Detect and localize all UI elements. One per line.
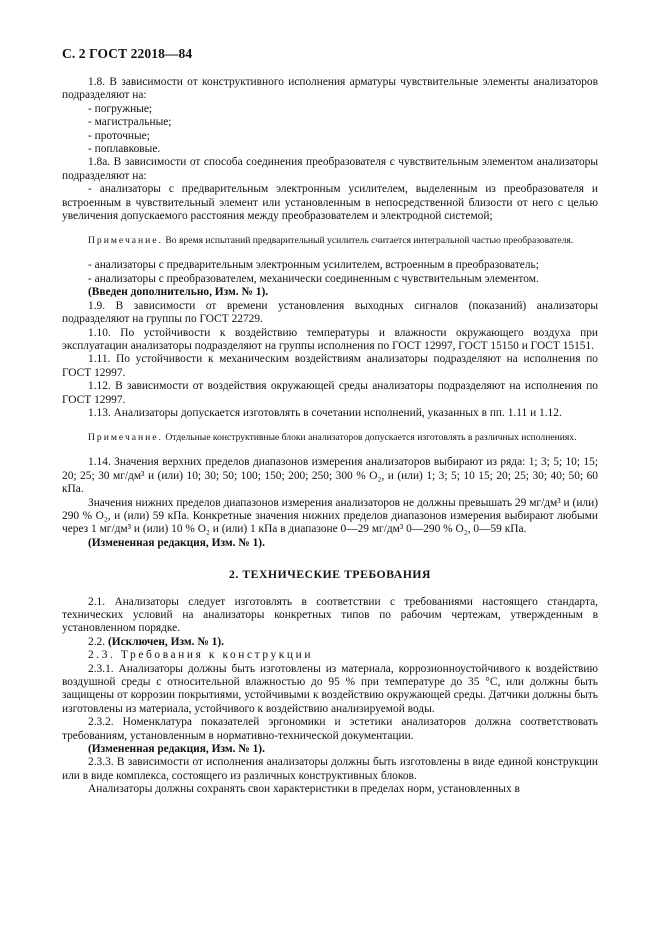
section-title: 2. ТЕХНИЧЕСКИЕ ТРЕБОВАНИЯ — [228, 568, 432, 582]
amendment-note: (Введен дополнительно, Изм. № 1). — [88, 286, 269, 299]
amendment-note: (Измененная редакция, Изм. № 1). — [88, 743, 265, 756]
amendment-note: (Исключен, Изм. № 1). — [107, 635, 224, 648]
clause-1-11: 1.11. По устойчивости к механическим воздействиям анализаторы подразделяют на исполнения по ГОСТ 12997. — [62, 353, 598, 379]
list-item: - анализаторы с предварительным электронным усилителем, встроенным в преобразователь; — [88, 259, 539, 272]
clause-2-3-1: 2.3.1. Анализаторы должны быть изготовлены из материала, коррозионноустойчивого к воздействию воздушной среды с относительной влажностью до 95 % при температуре до 35 °С, или должны быть защищены от коррозии покрытиями, устойчивыми к воздействию окружающей среды. Датчики должны быть изготовлены из материала, устойчивого к воздействию анализируемой воды. — [62, 662, 598, 715]
amendment-note: (Измененная редакция, Изм. № 1). — [88, 536, 265, 549]
clause-1-13: 1.13. Анализаторы допускается изготовлять в сочетании исполнений, указанных в пп. 1.11 и 1.12. — [88, 406, 562, 419]
clause-2-3-heading: 2.3. Требования к конструкции — [88, 649, 314, 662]
list-item: - поплавковые. — [88, 143, 161, 156]
list-item: - погружные; — [88, 102, 153, 115]
list-item: - анализаторы с преобразователем, механически соединенным с чувствительным элементом. — [88, 272, 539, 285]
clause-1-14: 1.14. Значения верхних пределов диапазонов измерения анализаторов выбирают из ряда: 1; 3; 5; 10; 15; 20; 25; 30 мг/дм³ и (или) 10; 30; 50; 100; 150; 200; 250; 300 % O₂, и (или) 1; 3; 5; 10 15; 20; 25; 30; 40; 50; 60 кПа. — [62, 456, 598, 496]
note-text: Во время испытаний предварительный усилитель считается интегральной частью преобразователя. — [162, 235, 574, 247]
clause-1-9: 1.9. В зависимости от времени установления выходных сигналов (показаний) анализаторы подразделяют на группы по ГОСТ 22729. — [62, 299, 598, 326]
page-header: С. 2 ГОСТ 22018—84 — [62, 46, 193, 61]
clause-1-10: 1.10. По устойчивости к воздействию температуры и влажности окружающего воздуха при эксплуатации анализаторы подразделяют на группы исполнения по ГОСТ 12997, ГОСТ 15150 и ГОСТ 15151. — [62, 326, 598, 352]
clause-1-12: 1.12. В зависимости от воздействия окружающей среды анализаторы подразделяют на исполнения по ГОСТ 12997. — [62, 380, 598, 406]
note-1 — [62, 235, 598, 247]
list-item: - проточные; — [88, 129, 150, 142]
clause-2-3-2: 2.3.2. Номенклатура показателей эргономики и эстетики анализаторов должна соответствовать требованиям, установленным в нормативно-технической документации. — [62, 716, 598, 742]
clause-1-8: 1.8. В зависимости от конструктивного исполнения арматуры чувствительные элементы анализаторов подразделяют на: — [62, 76, 598, 102]
list-item: - магистральные; — [88, 116, 172, 129]
document-body — [62, 76, 598, 797]
note-label: Примечание. — [88, 432, 163, 444]
list-item: - анализаторы с предварительным электронным усилителем, выделенным из преобразователя и встроенным в чувствительный элемент или установленным в непосредственной близости от него с целью увеличения допускаемого расстояния между преобразователем и электродной системой; — [62, 183, 598, 223]
note-2 — [62, 432, 598, 444]
clause-2-1: 2.1. Анализаторы следует изготовлять в соответствии с требованиями настоящего стандарта, технических условий на анализаторы конкретных типов по рабочим чертежам, утвержденным в установленном порядке. — [62, 595, 598, 635]
clause-1-8a: 1.8а. В зависимости от способа соединения преобразователя с чувствительным элементом анализаторы подразделяют на: — [62, 156, 598, 182]
note-text: Отдельные конструктивные блоки анализаторов допускается изготовлять в различных исполнениях. — [162, 432, 577, 444]
clause-number: 2.2. — [88, 635, 108, 648]
clause-2-3-3: 2.3.3. В зависимости от исполнения анализаторы должны быть изготовлены в виде единой конструкции или в виде комплекса, состоящего из различных конструктивных блоков. — [62, 756, 598, 782]
clause-2-2 — [62, 636, 598, 649]
clause-1-14-lower-limits: Значения нижних пределов диапазонов измерения анализаторов не должны превышать 29 мг/дм³ и (или) 290 % O₂, и (или) 59 кПа. Конкретные значения нижних пределов диапазонов измерения выбирают любыми через 1 мг/дм³ и (или) 10 % O₂ и (или) 1 кПа в диапазоне 0—29 мг/дм³ 0—290 % O₂, 0—59 кПа. — [62, 496, 598, 536]
note-label: Примечание. — [88, 235, 163, 247]
paragraph-continued: Анализаторы должны сохранять свои характеристики в пределах норм, установленных в — [88, 783, 520, 796]
